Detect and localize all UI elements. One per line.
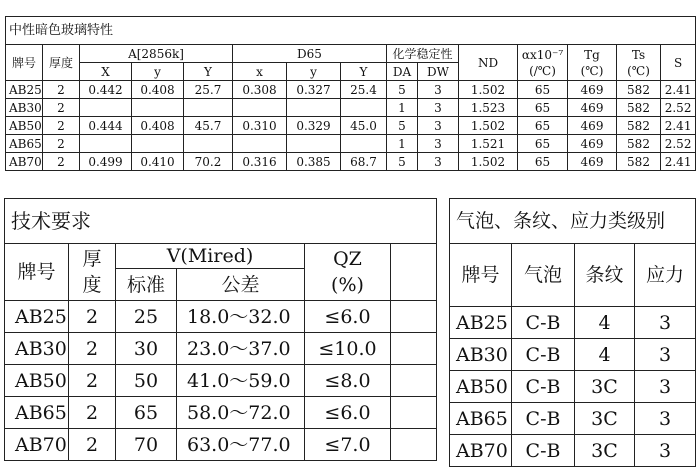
- table-cell: 65: [518, 117, 568, 135]
- table-cell: 1: [387, 99, 418, 117]
- table-row: [6, 117, 696, 135]
- table-cell: 2.41: [661, 81, 696, 99]
- header-thickness: [69, 244, 116, 301]
- table-cell: 2: [69, 301, 116, 333]
- table-cell: [287, 135, 341, 153]
- header-brand: 牌号: [450, 244, 512, 307]
- table-cell: ≤6.0: [305, 397, 391, 429]
- table-cell: ≤8.0: [305, 365, 391, 397]
- table-row: [5, 429, 437, 461]
- table-row: [450, 339, 696, 371]
- table-row: [5, 365, 437, 397]
- table-cell: AB50: [6, 117, 43, 135]
- table-cell: 30: [116, 333, 177, 365]
- header-da: DA: [387, 63, 418, 81]
- table-cell: 5: [387, 117, 418, 135]
- table-cell: AB30: [5, 333, 69, 365]
- header-d65-y: y: [287, 63, 341, 81]
- header-v-mired: V(Mired): [116, 244, 305, 269]
- table-cell: 25.7: [184, 81, 233, 99]
- table-cell: 3: [635, 307, 696, 339]
- header-d65-x: x: [233, 63, 287, 81]
- header-tg-label: Tg: [584, 47, 600, 62]
- header-blank: [391, 244, 437, 301]
- table-cell: 3C: [575, 435, 635, 467]
- table-cell: 582: [617, 117, 661, 135]
- table-cell: AB25: [450, 307, 512, 339]
- table-cell: 469: [568, 117, 617, 135]
- table-cell: 25: [116, 301, 177, 333]
- table-cell: 469: [568, 153, 617, 171]
- table-cell: 0.327: [287, 81, 341, 99]
- table-row: [6, 99, 696, 117]
- header-tg: [568, 45, 617, 81]
- table-cell: 2: [43, 117, 80, 135]
- table-cell: 50: [116, 365, 177, 397]
- table-row: [450, 371, 696, 403]
- table-cell: AB25: [6, 81, 43, 99]
- table-cell: 65: [518, 153, 568, 171]
- table-cell: [132, 135, 184, 153]
- table-cell: 469: [568, 99, 617, 117]
- header-a-Y: Y: [184, 63, 233, 81]
- table-cell: 4: [575, 307, 635, 339]
- table-cell: 68.7: [341, 153, 387, 171]
- header-alpha: [518, 45, 568, 81]
- table-cell: AB70: [5, 429, 69, 461]
- table-cell: 23.0～37.0: [177, 333, 305, 365]
- table-cell: C-B: [512, 371, 575, 403]
- table-cell: 1.523: [459, 99, 518, 117]
- table-cell: 0.316: [233, 153, 287, 171]
- table-row: [6, 135, 696, 153]
- header-ts: [617, 45, 661, 81]
- table-cell: AB70: [450, 435, 512, 467]
- table-row: [450, 307, 696, 339]
- header-brand: 牌号: [5, 244, 69, 301]
- table-cell: 3: [635, 403, 696, 435]
- table-cell: 3: [418, 81, 459, 99]
- table-cell: 469: [568, 135, 617, 153]
- table-cell: [184, 135, 233, 153]
- table-cell: 18.0～32.0: [177, 301, 305, 333]
- table-cell: 3C: [575, 403, 635, 435]
- table-cell: 2.52: [661, 135, 696, 153]
- table-cell: 45.7: [184, 117, 233, 135]
- table-cell: [391, 397, 437, 429]
- table-cell: AB25: [5, 301, 69, 333]
- table-cell: 65: [518, 135, 568, 153]
- table-cell: AB50: [450, 371, 512, 403]
- table-cell: 0.310: [233, 117, 287, 135]
- table-cell: 58.0～72.0: [177, 397, 305, 429]
- table-cell: [233, 99, 287, 117]
- header-a-x: X: [80, 63, 132, 81]
- table-cell: AB70: [6, 153, 43, 171]
- table-cell: 41.0～59.0: [177, 365, 305, 397]
- header-tolerance: 公差: [177, 269, 305, 301]
- table-row: [5, 333, 437, 365]
- table-cell: 2: [69, 397, 116, 429]
- glass-properties-table: [5, 16, 696, 171]
- header-brand: 牌号: [6, 45, 43, 81]
- header-d65: D65: [233, 45, 387, 63]
- table-cell: AB65: [6, 135, 43, 153]
- table-row: [6, 81, 696, 99]
- table-cell: ≤7.0: [305, 429, 391, 461]
- header-ts-label: Ts: [631, 47, 646, 62]
- table-cell: 3: [635, 371, 696, 403]
- header-qz: [305, 244, 391, 301]
- header-qz-label: QZ: [333, 248, 362, 270]
- header-s: S: [661, 45, 696, 81]
- table-cell: 0.329: [287, 117, 341, 135]
- table-cell: 0.499: [80, 153, 132, 171]
- table-cell: C-B: [512, 403, 575, 435]
- table-cell: 1.521: [459, 135, 518, 153]
- table-cell: 0.408: [132, 117, 184, 135]
- table-cell: [132, 99, 184, 117]
- header-a2856k: A[2856k]: [80, 45, 233, 63]
- table-row: [5, 301, 437, 333]
- header-a-y: y: [132, 63, 184, 81]
- table-row: [450, 403, 696, 435]
- table-cell: 2.41: [661, 153, 696, 171]
- table-cell: 582: [617, 135, 661, 153]
- header-thickness: 厚度: [43, 45, 80, 81]
- table-cell: AB65: [5, 397, 69, 429]
- table-cell: 0.385: [287, 153, 341, 171]
- header-standard: 标准: [116, 269, 177, 301]
- table-cell: 3: [635, 339, 696, 371]
- header-alpha-unit: (/℃): [529, 63, 556, 78]
- table-cell: 2: [69, 365, 116, 397]
- table-cell: AB50: [5, 365, 69, 397]
- table-cell: 2: [69, 429, 116, 461]
- table-cell: [233, 135, 287, 153]
- table-cell: 469: [568, 81, 617, 99]
- table-cell: AB30: [6, 99, 43, 117]
- table-cell: [391, 429, 437, 461]
- header-nd: ND: [459, 45, 518, 81]
- table-cell: [391, 333, 437, 365]
- table-cell: C-B: [512, 435, 575, 467]
- table-cell: 0.408: [132, 81, 184, 99]
- header-ts-unit: (℃): [627, 63, 650, 78]
- table-cell: 4: [575, 339, 635, 371]
- table-cell: 582: [617, 81, 661, 99]
- table-cell: 1.502: [459, 81, 518, 99]
- table-cell: 3: [418, 117, 459, 135]
- table-cell: 1.502: [459, 153, 518, 171]
- table-cell: [80, 99, 132, 117]
- table-cell: 2: [43, 81, 80, 99]
- table-cell: 5: [387, 153, 418, 171]
- header-stripe: 条纹: [575, 244, 635, 307]
- table-cell: AB65: [450, 403, 512, 435]
- table-cell: 2.41: [661, 117, 696, 135]
- table-row: [6, 153, 696, 171]
- table-cell: 70.2: [184, 153, 233, 171]
- table-row: [5, 397, 437, 429]
- table-cell: 1: [387, 135, 418, 153]
- header-thickness-line2: 度: [82, 274, 102, 296]
- table-cell: 65: [116, 397, 177, 429]
- header-chemical-stability: 化学稳定性: [387, 45, 459, 63]
- table-cell: [341, 99, 387, 117]
- table-cell: 582: [617, 153, 661, 171]
- table-cell: 3: [418, 135, 459, 153]
- header-qz-unit: (%): [331, 274, 364, 296]
- table-cell: C-B: [512, 307, 575, 339]
- table-cell: [391, 365, 437, 397]
- table-cell: 0.444: [80, 117, 132, 135]
- table-title: 中性暗色玻璃特性: [6, 17, 696, 45]
- table-cell: [184, 99, 233, 117]
- table-cell: C-B: [512, 339, 575, 371]
- table-cell: [341, 135, 387, 153]
- table-cell: 0.308: [233, 81, 287, 99]
- header-dw: DW: [418, 63, 459, 81]
- table-cell: 0.442: [80, 81, 132, 99]
- table-cell: 2.52: [661, 99, 696, 117]
- table-cell: 0.410: [132, 153, 184, 171]
- table-cell: 63.0～77.0: [177, 429, 305, 461]
- header-thickness-line1: 厚: [82, 248, 102, 270]
- header-stress: 应力: [635, 244, 696, 307]
- technical-requirements-table: [4, 198, 437, 461]
- table-cell: 3C: [575, 371, 635, 403]
- table-cell: ≤6.0: [305, 301, 391, 333]
- table-cell: 2: [43, 135, 80, 153]
- table-cell: 2: [43, 99, 80, 117]
- table-cell: [80, 135, 132, 153]
- table-cell: 2: [69, 333, 116, 365]
- table-title: 技术要求: [5, 199, 437, 244]
- header-alpha-label: αx10⁻⁷: [521, 47, 564, 62]
- header-tg-unit: (℃): [580, 63, 604, 78]
- table-cell: 3: [635, 435, 696, 467]
- defect-grade-table: [449, 198, 696, 467]
- table-row: [450, 435, 696, 467]
- table-cell: ≤10.0: [305, 333, 391, 365]
- table-cell: 65: [518, 99, 568, 117]
- table-cell: AB30: [450, 339, 512, 371]
- table-title: 气泡、条纹、应力类级别: [450, 199, 696, 244]
- table-cell: 3: [418, 153, 459, 171]
- header-d65-Y: Y: [341, 63, 387, 81]
- table-cell: 5: [387, 81, 418, 99]
- table-cell: [287, 99, 341, 117]
- table-cell: 70: [116, 429, 177, 461]
- header-bubble: 气泡: [512, 244, 575, 307]
- table-cell: 45.0: [341, 117, 387, 135]
- table-cell: 65: [518, 81, 568, 99]
- table-cell: 25.4: [341, 81, 387, 99]
- table-cell: 1.502: [459, 117, 518, 135]
- table-cell: 3: [418, 99, 459, 117]
- table-cell: 2: [43, 153, 80, 171]
- table-cell: 582: [617, 99, 661, 117]
- table-cell: [391, 301, 437, 333]
